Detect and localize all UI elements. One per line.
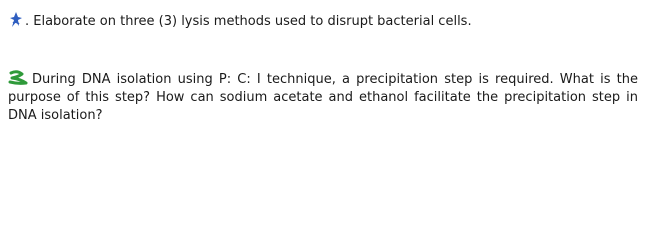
question-2 [8, 70, 638, 125]
question-1-text: . Elaborate on three (3) lysis methods used to disrupt bacterial cells. [25, 14, 472, 29]
pen-scribble-icon [8, 70, 30, 86]
question-1 [10, 12, 472, 30]
pen-scribble-icon [10, 12, 22, 28]
question-2-text: During DNA isolation using P: C: I technique, a precipitation step is required. What is the purpose of this step? How can sodium acetate and ethanol facilitate the precipitation step in DNA isolation? [8, 72, 638, 123]
